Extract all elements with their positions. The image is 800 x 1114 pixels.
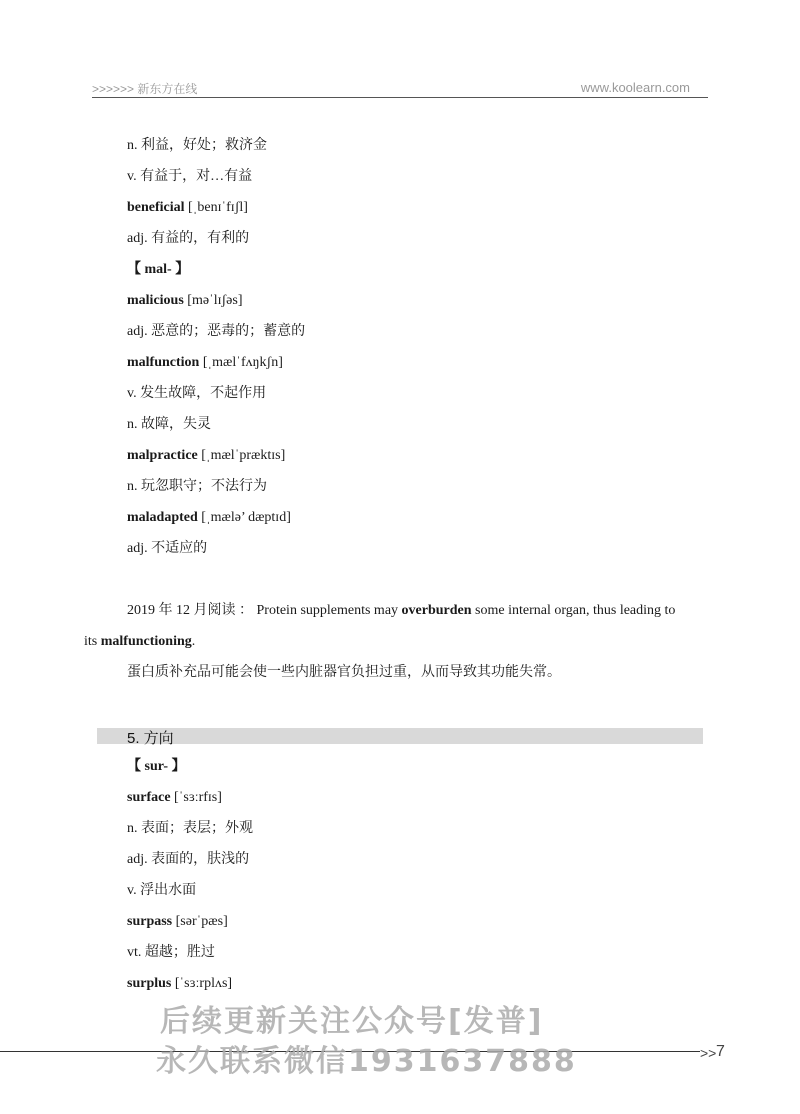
watermark-line1: 后续更新关注公众号[发普] [160, 1004, 544, 1039]
definition-line: v. 浮出水面 [127, 883, 197, 898]
example-sentence-line2: its malfunctioning. [84, 634, 196, 649]
headword: surface [127, 790, 171, 805]
word-entry [127, 292, 242, 310]
headword: beneficial [127, 200, 185, 215]
phonetic: [ˌbenɪˈfɪʃl] [184, 200, 248, 215]
headword: surplus [127, 976, 172, 991]
phonetic: [ˈsɜːrfɪs] [170, 790, 222, 805]
definition-line: n. 故障，失灵 [127, 417, 211, 432]
headword: malicious [127, 293, 184, 308]
example-translation: 蛋白质补充品可能会使一些内脏器官负担过重，从而导致其功能失常。 [127, 665, 561, 680]
word-entry [127, 354, 283, 372]
prefix-label: 【 mal- 】 [127, 262, 190, 277]
word-entry [127, 913, 228, 931]
page-number: 7 [716, 1043, 725, 1060]
phonetic: [sərˈpæs] [172, 914, 228, 929]
headword: malpractice [127, 448, 198, 463]
footer-arrow: >> [700, 1045, 717, 1061]
headword: malfunction [127, 355, 200, 370]
definition-line: adj. 有益的，有利的 [127, 231, 250, 246]
phonetic: [ˌmælˈfʌŋkʃn] [199, 355, 283, 370]
definition-line: v. 发生故障，不起作用 [127, 386, 267, 401]
definition-line: v. 有益于，对…有益 [127, 169, 253, 184]
section-title: 5. 方向 [127, 730, 174, 747]
highlight-word: overburden [401, 603, 472, 618]
word-entry [127, 199, 248, 217]
word-entry [127, 975, 232, 993]
example-sentence-line1: 2019 年 12 月阅读 ： Protein supplements may overburden some internal organ, thus leading to [127, 603, 676, 618]
definition-line: n. 玩忽职守；不法行为 [127, 479, 267, 494]
prefix-label: 【 sur- 】 [127, 759, 186, 774]
header-brand: >>>>>> 新东方在线 [92, 82, 198, 96]
phonetic: [ˈsɜːrplʌs] [171, 976, 233, 991]
section-heading-bar [97, 728, 703, 744]
page-header [92, 80, 708, 98]
headword: maladapted [127, 510, 198, 525]
header-url: www.koolearn.com [580, 80, 690, 95]
word-entry [127, 789, 222, 807]
definition-line: adj. 不适应的 [127, 541, 208, 556]
prefix-heading [127, 758, 186, 776]
definition-line: adj. 表面的，肤浅的 [127, 852, 250, 867]
phonetic: [ˌmælə’ dæptɪd] [197, 510, 291, 525]
word-entry [127, 509, 291, 527]
watermark-line2: 永久联系微信1931637888 [156, 1044, 577, 1079]
definition-line: adj. 恶意的；恶毒的；蓄意的 [127, 324, 306, 339]
definition-line: n. 表面；表层；外观 [127, 821, 253, 836]
definition-line: n. 利益，好处；救济金 [127, 138, 267, 153]
phonetic: [ˌmælˈpræktɪs] [197, 448, 286, 463]
phonetic: [məˈlɪʃəs] [183, 293, 243, 308]
definition-line: vt. 超越；胜过 [127, 945, 215, 960]
headword: surpass [127, 914, 173, 929]
header-divider [92, 97, 708, 98]
highlight-word: malfunctioning [100, 634, 192, 649]
prefix-heading [127, 261, 189, 279]
word-entry [127, 447, 285, 465]
